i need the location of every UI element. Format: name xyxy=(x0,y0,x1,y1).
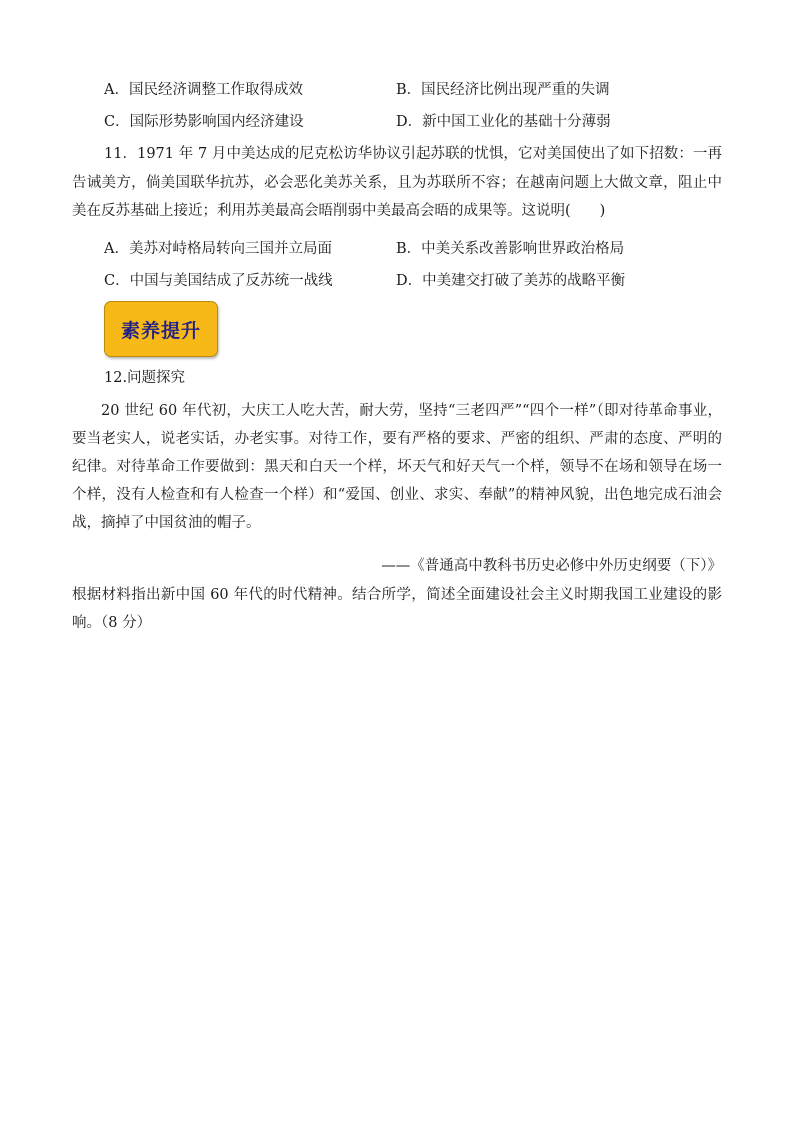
q11-option-a: A．美苏对峙格局转向三国并立局面 xyxy=(104,241,332,257)
q10-option-c: C．国际形势影响国内经济建设 xyxy=(104,114,304,130)
q12-title: 12.问题探究 xyxy=(104,370,186,386)
q10-option-d: D．新中国工业化的基础十分薄弱 xyxy=(396,114,611,130)
q11-option-b: B．中美关系改善影响世界政治格局 xyxy=(396,241,625,257)
q12-material: 20 世纪 60 年代初，大庆工人吃大苦，耐大劳，坚持“三老四严”“四个一样”（即对待革命事业，要当老实人，说老实话，办老实事。对待工作，要有严格的要求、严密的组织、严肃的态度、严明的纪律。对待革命工作要做到：黑天和白天一个样，坏天气和好天气一个样，领导不在场和领导在场一个样，没有人检查和有人检查一个样）和“爱国、创业、求实、奉献”的精神风貌，出色地完成石油会战，摘掉了中国贫油的帽子。 xyxy=(72,403,722,531)
q11-option-c: C．中国与美国结成了反苏统一战线 xyxy=(104,273,333,289)
q10-option-a: A．国民经济调整工作取得成效 xyxy=(104,82,303,98)
section-badge xyxy=(104,301,218,357)
q12-question: 根据材料指出新中国 60 年代的时代精神。结合所学，简述全面建设社会主义时期我国工业建设的影响。（8 分） xyxy=(72,587,722,631)
q12-source-citation: ——《普通高中教科书历史必修中外历史纲要（下）》 xyxy=(381,558,722,574)
q11-option-d: D．中美建交打破了美苏的战略平衡 xyxy=(396,273,626,289)
section-badge-label: 素养提升 xyxy=(120,319,201,342)
q10-option-b: B．国民经济比例出现严重的失调 xyxy=(396,82,610,98)
q11-stem: 11．1971 年 7 月中美达成的尼克松访华协议引起苏联的忧惧，它对美国使出了如下招数：一再告诫美方，倘美国联华抗苏，必会恶化美苏关系，且为苏联所不容；在越南问题上大做文章，阻止中美在反苏基础上接近；利用苏美最高会晤削弱中美最高会晤的成果等。这说明( ) xyxy=(72,146,722,219)
